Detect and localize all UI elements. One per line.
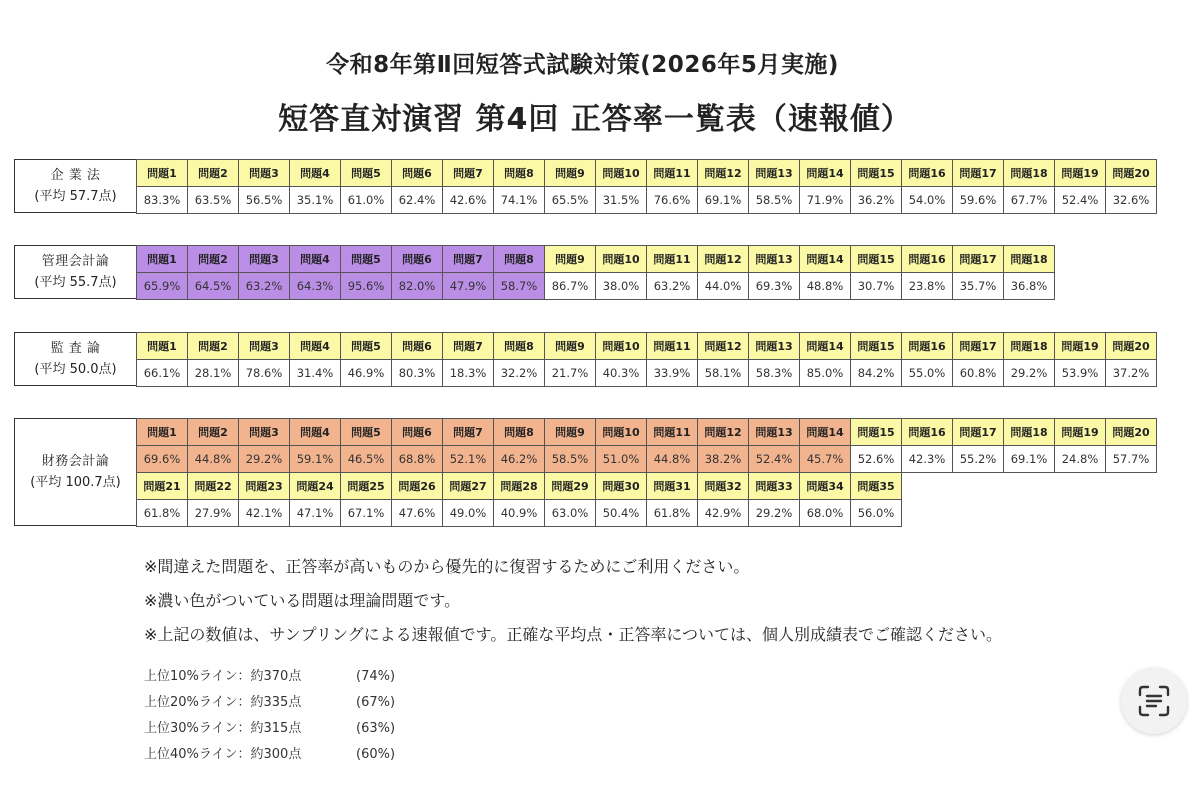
score-line-percent: (63%) [356,721,396,736]
correct-rate-cell: 45.7% [799,445,851,473]
question-number-cell: 問題11 [646,418,698,446]
question-number-cell: 問題30 [595,472,647,500]
question-number-cell: 問題5 [340,332,392,360]
page-title: 令和8年第Ⅱ回短答式試験対策(2026年5月実施) [326,52,839,78]
correct-rate-cell: 63.2% [646,272,698,300]
text-scan-icon [1137,684,1171,718]
correct-rate-cell: 27.9% [187,499,239,527]
correct-rate-cell: 80.3% [391,359,443,387]
question-number-cell: 問題9 [544,332,596,360]
correct-rate-cell: 58.3% [748,359,800,387]
correct-rate-cell: 42.3% [901,445,953,473]
page-subtitle: 短答直対演習 第4回 正答率一覧表（速報値） [278,102,912,137]
correct-rate-cell: 29.2% [748,499,800,527]
correct-rate-cell: 59.6% [952,186,1004,214]
question-number-cell: 問題4 [289,159,341,187]
correct-rate-cell: 69.6% [136,445,188,473]
correct-rate-cell: 55.2% [952,445,1004,473]
question-number-cell: 問題16 [901,332,953,360]
correct-rate-cell: 40.9% [493,499,545,527]
question-number-cell: 問題4 [289,245,341,273]
question-number-cell: 問題9 [544,159,596,187]
correct-rate-cell: 57.7% [1105,445,1157,473]
correct-rate-cell: 69.1% [697,186,749,214]
correct-rate-cell: 52.1% [442,445,494,473]
correct-rate-cell: 84.2% [850,359,902,387]
question-number-cell: 問題11 [646,332,698,360]
correct-rate-cell: 42.9% [697,499,749,527]
correct-rate-cell: 58.1% [697,359,749,387]
question-number-cell: 問題29 [544,472,596,500]
score-line-percent: (60%) [356,747,396,762]
rate-table [136,332,1156,386]
question-number-cell: 問題26 [391,472,443,500]
correct-rate-cell: 46.2% [493,445,545,473]
question-number-cell: 問題20 [1105,332,1157,360]
question-number-cell: 問題8 [493,332,545,360]
question-number-cell: 問題7 [442,418,494,446]
question-number-cell: 問題4 [289,418,341,446]
question-number-cell: 問題6 [391,159,443,187]
rate-table [136,159,1156,213]
question-number-cell: 問題1 [136,332,188,360]
correct-rate-cell: 31.4% [289,359,341,387]
correct-rate-cell: 68.0% [799,499,851,527]
rate-row [136,359,1156,386]
correct-rate-cell: 85.0% [799,359,851,387]
question-number-cell: 問題32 [697,472,749,500]
question-number-cell: 問題10 [595,159,647,187]
correct-rate-cell: 61.8% [136,499,188,527]
score-line-percent: (74%) [356,669,396,684]
question-number-cell: 問題9 [544,245,596,273]
correct-rate-cell: 61.8% [646,499,698,527]
question-number-cell: 問題14 [799,332,851,360]
question-number-cell: 問題18 [1003,159,1055,187]
text-scan-button[interactable] [1121,668,1187,734]
question-number-cell: 問題15 [850,418,902,446]
question-number-cell: 問題13 [748,159,800,187]
rate-row [136,499,1156,526]
question-number-cell: 問題17 [952,418,1004,446]
note-preliminary-values: ※上記の数値は、サンプリングによる速報値です。正確な平均点・正答率については、個人別成績表でご確認ください。 [144,625,1003,644]
subject-average: (平均 100.7点) [30,475,121,490]
correct-rate-cell: 35.7% [952,272,1004,300]
question-number-cell: 問題18 [1003,332,1055,360]
rate-row [136,445,1156,472]
question-number-cell: 問題34 [799,472,851,500]
correct-rate-cell: 38.0% [595,272,647,300]
question-number-cell: 問題31 [646,472,698,500]
subject-average: (平均 55.7点) [34,275,117,290]
question-number-cell: 問題1 [136,245,188,273]
question-number-cell: 問題11 [646,245,698,273]
correct-rate-cell: 47.9% [442,272,494,300]
question-number-cell: 問題15 [850,245,902,273]
question-number-cell: 問題35 [850,472,902,500]
correct-rate-cell: 74.1% [493,186,545,214]
correct-rate-cell: 42.6% [442,186,494,214]
correct-rate-cell: 56.5% [238,186,290,214]
score-line-row [144,664,395,690]
correct-rate-cell: 82.0% [391,272,443,300]
question-number-cell: 問題12 [697,332,749,360]
correct-rate-cell: 64.5% [187,272,239,300]
rate-row [136,186,1156,213]
score-line-row [144,742,395,768]
question-number-cell: 問題17 [952,245,1004,273]
correct-rate-cell: 35.1% [289,186,341,214]
correct-rate-cell: 32.2% [493,359,545,387]
correct-rate-cell: 47.6% [391,499,443,527]
question-number-cell: 問題17 [952,332,1004,360]
correct-rate-cell: 36.2% [850,186,902,214]
correct-rate-cell: 63.2% [238,272,290,300]
score-lines [144,664,395,768]
question-number-cell: 問題19 [1054,159,1106,187]
question-number-cell: 問題5 [340,159,392,187]
correct-rate-cell: 61.0% [340,186,392,214]
score-line-label: 上位30%ライン：約315点 [144,721,302,736]
subject-name: 管理会計論 [41,254,110,269]
question-number-cell: 問題19 [1054,332,1106,360]
correct-rate-cell: 86.7% [544,272,596,300]
question-number-cell: 問題1 [136,159,188,187]
correct-rate-cell: 58.7% [493,272,545,300]
correct-rate-cell: 29.2% [238,445,290,473]
question-number-cell: 問題12 [697,159,749,187]
correct-rate-cell: 46.5% [340,445,392,473]
correct-rate-cell: 54.0% [901,186,953,214]
correct-rate-cell: 52.4% [748,445,800,473]
correct-rate-cell: 51.0% [595,445,647,473]
question-number-cell: 問題18 [1003,418,1055,446]
question-number-cell: 問題14 [799,159,851,187]
score-line-label: 上位40%ライン：約300点 [144,747,302,762]
correct-rate-cell: 65.9% [136,272,188,300]
question-number-cell: 問題8 [493,159,545,187]
subject-label [14,159,136,213]
question-number-cell: 問題16 [901,159,953,187]
question-row [136,245,1054,272]
question-number-cell: 問題2 [187,332,239,360]
score-line-row [144,716,395,742]
correct-rate-cell: 68.8% [391,445,443,473]
correct-rate-cell: 40.3% [595,359,647,387]
question-number-cell: 問題3 [238,245,290,273]
subject-name: 企 業 法 [50,168,101,183]
rate-table [136,245,1054,299]
correct-rate-cell: 21.7% [544,359,596,387]
correct-rate-cell: 28.1% [187,359,239,387]
subject-label [14,245,136,299]
correct-rate-cell: 44.0% [697,272,749,300]
correct-rate-cell: 32.6% [1105,186,1157,214]
question-number-cell: 問題9 [544,418,596,446]
correct-rate-cell: 95.6% [340,272,392,300]
correct-rate-cell: 56.0% [850,499,902,527]
question-number-cell: 問題11 [646,159,698,187]
correct-rate-cell: 66.1% [136,359,188,387]
question-number-cell: 問題27 [442,472,494,500]
question-number-cell: 問題6 [391,245,443,273]
correct-rate-cell: 38.2% [697,445,749,473]
subject-label [14,418,136,526]
score-line-label: 上位10%ライン：約370点 [144,669,302,684]
correct-rate-cell: 23.8% [901,272,953,300]
correct-rate-cell: 50.4% [595,499,647,527]
question-number-cell: 問題2 [187,245,239,273]
question-number-cell: 問題13 [748,245,800,273]
question-number-cell: 問題28 [493,472,545,500]
correct-rate-cell: 65.5% [544,186,596,214]
subject-average: (平均 57.7点) [34,189,117,204]
question-number-cell: 問題3 [238,332,290,360]
note-theory-color: ※濃い色がついている問題は理論問題です。 [144,591,461,610]
question-number-cell: 問題4 [289,332,341,360]
question-row [136,472,1156,499]
question-number-cell: 問題33 [748,472,800,500]
question-number-cell: 問題12 [697,245,749,273]
correct-rate-cell: 33.9% [646,359,698,387]
question-number-cell: 問題3 [238,159,290,187]
subject-name: 財務会計論 [41,454,110,469]
question-number-cell: 問題15 [850,332,902,360]
correct-rate-cell: 24.8% [1054,445,1106,473]
question-row [136,159,1156,186]
question-number-cell: 問題10 [595,418,647,446]
correct-rate-cell: 67.1% [340,499,392,527]
correct-rate-cell: 30.7% [850,272,902,300]
question-number-cell: 問題12 [697,418,749,446]
correct-rate-cell: 69.1% [1003,445,1055,473]
correct-rate-cell: 29.2% [1003,359,1055,387]
question-number-cell: 問題21 [136,472,188,500]
correct-rate-cell: 76.6% [646,186,698,214]
question-number-cell: 問題22 [187,472,239,500]
question-number-cell: 問題2 [187,418,239,446]
question-number-cell: 問題13 [748,418,800,446]
rate-table [136,418,1156,526]
question-row [136,332,1156,359]
score-line-percent: (67%) [356,695,396,710]
subject-label [14,332,136,386]
question-number-cell: 問題14 [799,245,851,273]
correct-rate-cell: 71.9% [799,186,851,214]
question-number-cell: 問題15 [850,159,902,187]
question-number-cell: 問題14 [799,418,851,446]
question-number-cell: 問題8 [493,245,545,273]
question-number-cell: 問題1 [136,418,188,446]
question-number-cell: 問題19 [1054,418,1106,446]
question-number-cell: 問題5 [340,245,392,273]
question-number-cell: 問題6 [391,418,443,446]
correct-rate-cell: 64.3% [289,272,341,300]
correct-rate-cell: 63.0% [544,499,596,527]
correct-rate-cell: 60.8% [952,359,1004,387]
correct-rate-cell: 31.5% [595,186,647,214]
correct-rate-cell: 67.7% [1003,186,1055,214]
question-number-cell: 問題20 [1105,159,1157,187]
question-number-cell: 問題16 [901,418,953,446]
question-number-cell: 問題10 [595,245,647,273]
question-number-cell: 問題16 [901,245,953,273]
correct-rate-cell: 58.5% [748,186,800,214]
subject-block-auditing [14,332,1156,386]
question-number-cell: 問題7 [442,332,494,360]
correct-rate-cell: 83.3% [136,186,188,214]
question-number-cell: 問題23 [238,472,290,500]
subject-block-financial-accounting [14,418,1156,526]
score-line-row [144,690,395,716]
question-number-cell: 問題7 [442,245,494,273]
question-number-cell: 問題20 [1105,418,1157,446]
correct-rate-cell: 69.3% [748,272,800,300]
question-row [136,418,1156,445]
correct-rate-cell: 63.5% [187,186,239,214]
subject-average: (平均 50.0点) [34,362,117,377]
correct-rate-cell: 46.9% [340,359,392,387]
correct-rate-cell: 42.1% [238,499,290,527]
question-number-cell: 問題2 [187,159,239,187]
subject-block-corporate-law [14,159,1156,213]
correct-rate-cell: 58.5% [544,445,596,473]
correct-rate-cell: 37.2% [1105,359,1157,387]
subject-block-management-accounting [14,245,1054,299]
correct-rate-cell: 52.4% [1054,186,1106,214]
question-number-cell: 問題24 [289,472,341,500]
correct-rate-cell: 48.8% [799,272,851,300]
correct-rate-cell: 47.1% [289,499,341,527]
note-review-priority: ※間違えた問題を、正答率が高いものから優先的に復習するためにご利用ください。 [144,557,750,576]
correct-rate-cell: 62.4% [391,186,443,214]
correct-rate-cell: 44.8% [187,445,239,473]
correct-rate-cell: 18.3% [442,359,494,387]
question-number-cell: 問題7 [442,159,494,187]
question-number-cell: 問題6 [391,332,443,360]
correct-rate-cell: 44.8% [646,445,698,473]
question-number-cell: 問題3 [238,418,290,446]
question-number-cell: 問題10 [595,332,647,360]
score-line-label: 上位20%ライン：約335点 [144,695,302,710]
question-number-cell: 問題8 [493,418,545,446]
notes [144,550,1002,652]
rate-row [136,272,1054,299]
correct-rate-cell: 49.0% [442,499,494,527]
question-number-cell: 問題5 [340,418,392,446]
correct-rate-cell: 78.6% [238,359,290,387]
question-number-cell: 問題13 [748,332,800,360]
correct-rate-cell: 59.1% [289,445,341,473]
question-number-cell: 問題18 [1003,245,1055,273]
subject-name: 監 査 論 [50,341,101,356]
question-number-cell: 問題25 [340,472,392,500]
correct-rate-cell: 53.9% [1054,359,1106,387]
correct-rate-cell: 55.0% [901,359,953,387]
correct-rate-cell: 36.8% [1003,272,1055,300]
question-number-cell: 問題17 [952,159,1004,187]
correct-rate-cell: 52.6% [850,445,902,473]
